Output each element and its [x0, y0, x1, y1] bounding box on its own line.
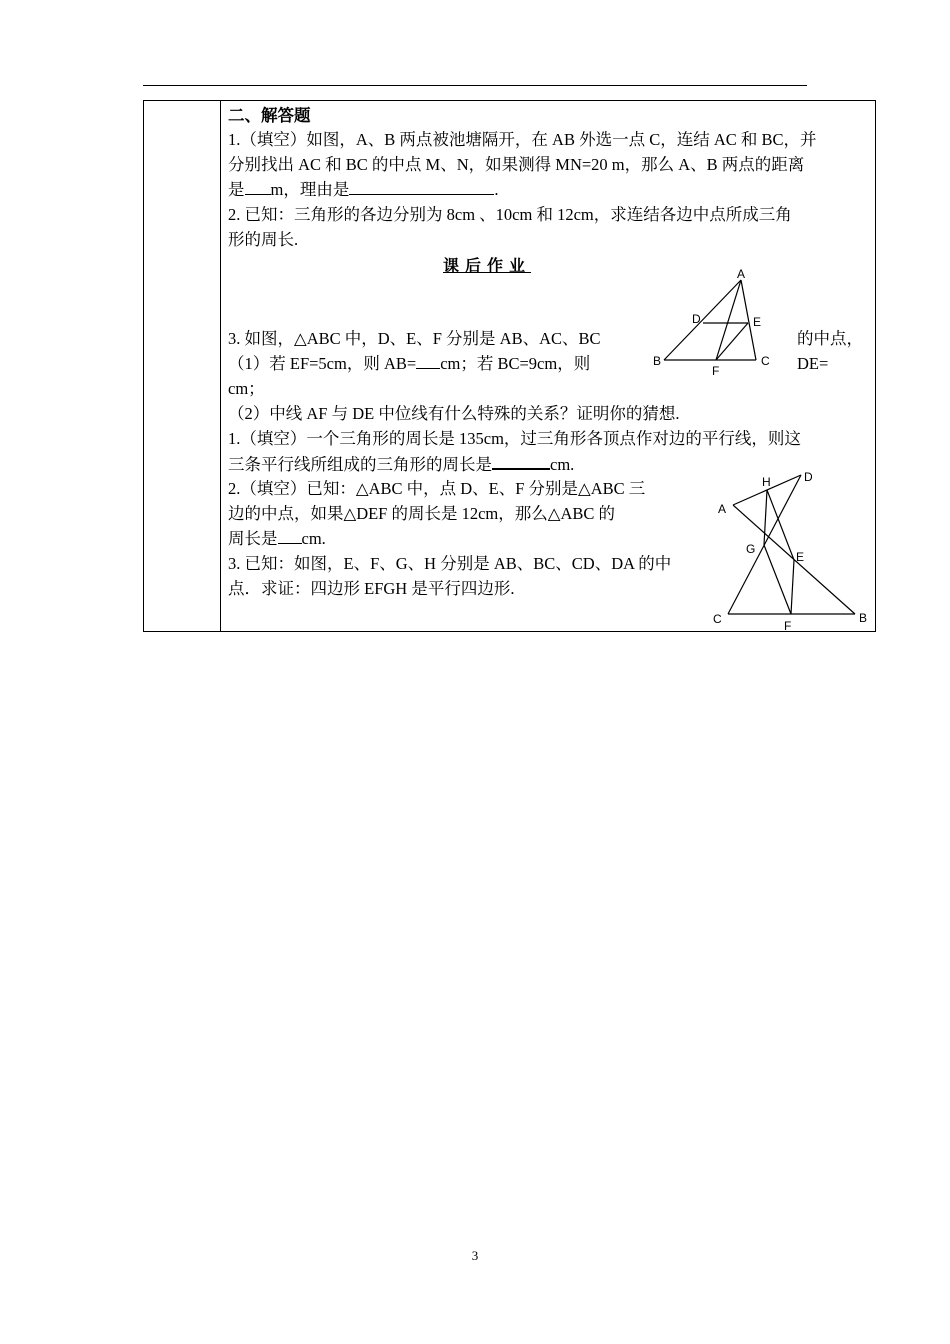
q1-line3 [228, 178, 498, 202]
hw2-line3 [228, 527, 326, 551]
table-column-divider [220, 101, 221, 631]
header-rule [143, 85, 807, 86]
hw2-line3-start: 周长是 [228, 529, 278, 548]
figure1-label-b: B [653, 354, 662, 368]
hw2-line1: 2.（填空）已知：△ABC 中，点 D、E、F 分别是△ABC 三 [228, 479, 646, 498]
figure-triangle-midpoints [650, 266, 780, 378]
q3-line2 [228, 352, 590, 376]
q3-line1: 3. 如图，△ABC 中，D、E、F 分别是 AB、AC、BC [228, 329, 601, 348]
hw2-line3-end: cm. [301, 529, 326, 548]
figure2-label-e: E [796, 550, 805, 564]
hw1-line2-start: 三条平行线所组成的三角形的周长是 [228, 455, 492, 474]
q1-line2: 分别找出 AC 和 BC 的中点 M、N，如果测得 MN=20 m，那么 A、B 两点的距离 [228, 155, 805, 174]
q3-line2-right: DE= [797, 354, 829, 373]
figure1-label-c: C [761, 354, 770, 368]
q1-blank-reason[interactable] [349, 178, 494, 195]
hw2-blank-perimeter[interactable] [278, 527, 302, 544]
figure2-label-f: F [784, 619, 792, 632]
hw1-blank-perimeter[interactable] [492, 452, 550, 470]
q1-line3-end: . [494, 180, 499, 199]
figure1-label-d: D [692, 312, 701, 326]
hw3-line2: 点．求证：四边形 EFGH 是平行四边形. [228, 579, 515, 598]
figure-quadrilateral-midpoints [712, 466, 876, 632]
figure2-segment-gh [764, 490, 767, 545]
q3-line2-end: cm；若 BC=9cm，则 [440, 354, 591, 373]
figure1-label-f: F [712, 364, 720, 378]
q1-line1: 1.（填空）如图，A、B 两点被池塘隔开，在 AB 外选一点 C，连结 AC 和 BC，并 [228, 130, 817, 149]
hw1-line1: 1.（填空）一个三角形的周长是 135cm，过三角形各顶点作对边的平行线，则这 [228, 429, 801, 448]
figure2-label-a: A [718, 502, 727, 516]
figure1-label-e: E [753, 315, 762, 329]
figure2-label-c: C [713, 612, 722, 626]
figure2-label-g: G [746, 542, 756, 556]
q1-line3-start: 是 [228, 180, 245, 199]
q3-line2-start: （1）若 EF=5cm，则 AB= [228, 354, 417, 373]
q2-line1: 2. 已知：三角形的各边分别为 8cm 、10cm 和 12cm，求连结各边中点所成三角 [228, 205, 792, 224]
hw1-line2-end: cm. [550, 455, 575, 474]
homework-title: 课后作业 [443, 258, 532, 275]
page-number: 3 [471, 1248, 479, 1263]
figure2-label-b: B [859, 611, 868, 625]
q3-blank-ab[interactable] [416, 352, 440, 369]
q1-line3-middle: m，理由是 [270, 180, 350, 199]
q1-blank-distance[interactable] [245, 178, 271, 195]
figure2-segment-fg [764, 545, 791, 614]
figure2-segment-ef [791, 560, 794, 614]
figure1-side-ab [664, 280, 741, 360]
figure2-label-h: H [762, 475, 771, 489]
q3-line3: cm； [228, 379, 265, 398]
q3-line4: （2）中线 AF 与 DE 中位线有什么特殊的关系？证明你的猜想. [228, 404, 680, 423]
figure2-label-d: D [804, 470, 813, 484]
figure1-label-a: A [737, 267, 746, 281]
section-title: 二、解答题 [228, 106, 311, 125]
figure1-segment-ef [716, 323, 748, 360]
q2-line2: 形的周长. [228, 230, 299, 249]
q3-line1-right: 的中点， [797, 329, 863, 348]
hw1-line2 [228, 452, 574, 477]
figure2-segment-he [767, 490, 794, 560]
figure1-median-af [716, 280, 741, 360]
hw3-line1: 3. 已知：如图，E、F、G、H 分别是 AB、BC、CD、DA 的中 [228, 554, 672, 573]
hw2-line2: 边的中点，如果△DEF 的周长是 12cm，那么△ABC 的 [228, 504, 616, 523]
